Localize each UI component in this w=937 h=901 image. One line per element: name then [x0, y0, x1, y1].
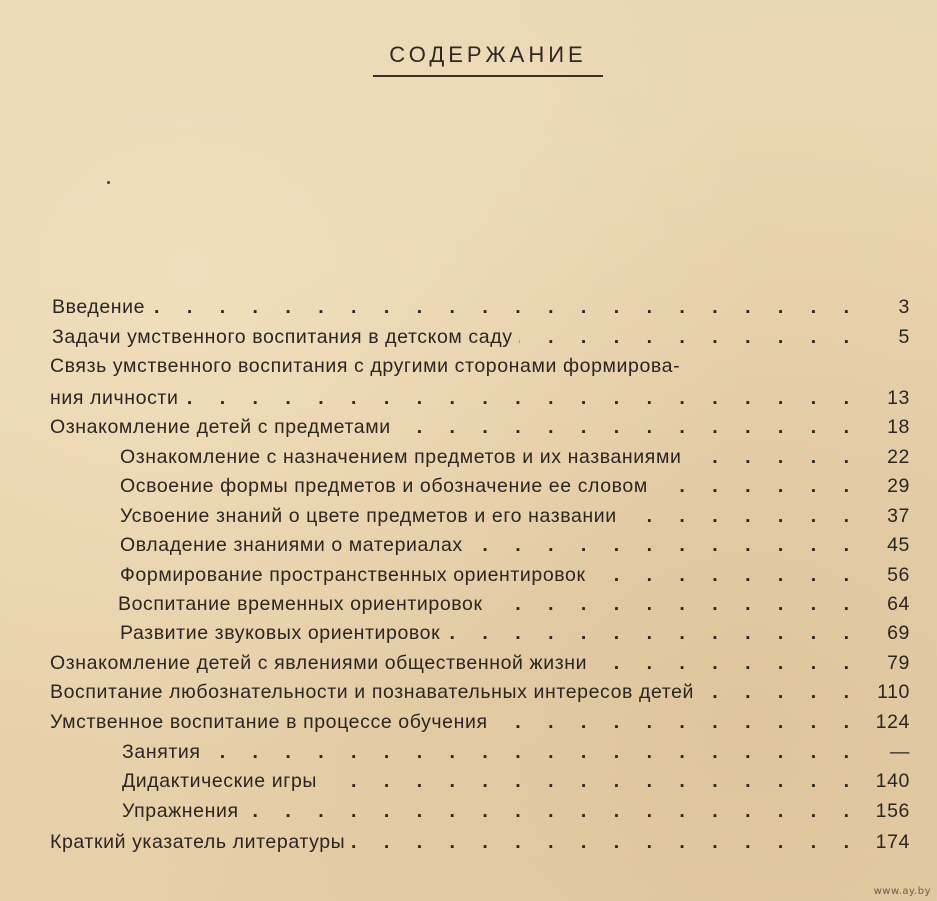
- dot-leader: [446, 621, 860, 645]
- dot-leader: [700, 680, 860, 704]
- toc-entry-page: 13: [887, 387, 910, 409]
- toc-entry-page: 37: [887, 505, 910, 527]
- toc-entry-page: 5: [898, 326, 910, 348]
- dot-leader: [397, 415, 860, 439]
- toc-entry-label: Формирование пространственных ориентировок: [120, 564, 586, 586]
- toc-entry-label: Дидактические игры: [122, 770, 318, 792]
- toc-subentry-exercises: [122, 795, 910, 823]
- toc-entry-page: 29: [887, 475, 910, 497]
- toc-entry-page: 110: [877, 681, 910, 703]
- toc-subentry-purpose: [120, 441, 910, 469]
- dot-leader: [351, 830, 860, 854]
- toc-subentry-spatial: [120, 559, 910, 587]
- toc-subentry-sound: [120, 617, 910, 645]
- dot-leader: [245, 799, 860, 823]
- toc-entry-page: 69: [887, 622, 910, 644]
- toc-entry-social-life: [50, 647, 910, 675]
- dot-leader: [623, 504, 860, 528]
- toc-subentry-lessons: [122, 736, 910, 764]
- toc-subentry-color: [120, 500, 910, 528]
- toc-subentry-games: [122, 765, 910, 793]
- toc-entry-introduction: [52, 291, 910, 319]
- toc-entry-label: Усвоение знаний о цвете предметов и его названии: [120, 505, 617, 527]
- toc-entry-page: 45: [887, 534, 910, 556]
- toc-entry-label: Ознакомление с назначением предметов и их названиями: [120, 446, 682, 468]
- toc-entry-label: Ознакомление детей с явлениями общественной жизни: [50, 652, 588, 674]
- toc-entry-connection-line2: [50, 382, 910, 410]
- toc-entry-label: Овладение знаниями о материалах: [120, 534, 463, 556]
- dot-leader: [592, 563, 860, 587]
- dot-leader: [593, 651, 860, 675]
- toc-entry-tasks: [52, 321, 910, 349]
- toc-entry-page: 64: [887, 593, 910, 615]
- page-title: СОДЕРЖАНИЕ: [389, 42, 587, 67]
- toc-entry-label: Воспитание любознательности и познавательных интересов детей: [50, 681, 695, 703]
- toc-entry-page: —: [889, 741, 910, 763]
- toc-entry-label: Умственное воспитание в процессе обучения: [50, 711, 488, 733]
- dot-leader: [494, 710, 860, 734]
- toc-entry-page: 156: [875, 800, 910, 822]
- toc-entry-label: Задачи умственного воспитания в детском саду: [52, 326, 513, 348]
- dot-leader: [184, 386, 860, 410]
- dot-leader: [654, 474, 860, 498]
- toc-entry-connection-line1: Связь умственного воспитания с другими сторонами формирова-: [50, 355, 681, 377]
- dot-leader: [687, 445, 860, 469]
- toc-entry-label: Воспитание временных ориентировок: [118, 593, 483, 615]
- dot-leader: [323, 769, 860, 793]
- dot-leader: [469, 533, 860, 557]
- toc-subentry-temporal: [118, 588, 910, 616]
- dot-leader: [519, 325, 860, 349]
- dot-leader: [207, 740, 860, 764]
- toc-entry-label: Занятия: [122, 741, 201, 763]
- toc-entry-objects: [50, 411, 910, 439]
- toc-entry-page: 124: [875, 711, 910, 733]
- watermark: www.ay.by: [873, 886, 931, 897]
- toc-entry-label: Развитие звуковых ориентировок: [120, 622, 441, 644]
- toc-entry-label: Упражнения: [122, 800, 239, 822]
- toc-entry-page: 3: [898, 296, 910, 318]
- toc-entry-label: Ознакомление детей с предметами: [50, 416, 391, 438]
- toc-subentry-form: [120, 470, 910, 498]
- toc-entry-page: 174: [875, 831, 910, 853]
- toc-entry-label: Введение: [52, 296, 146, 318]
- toc-subentry-materials: [120, 529, 910, 557]
- toc-entry-bibliography: [50, 826, 910, 854]
- toc-entry-page: 79: [887, 652, 910, 674]
- toc-entry-page: 22: [887, 446, 910, 468]
- dot-leader: [151, 295, 860, 319]
- toc-entry-curiosity: [50, 676, 910, 704]
- toc-entry-label: Освоение формы предметов и обозначение ее словом: [120, 475, 648, 497]
- toc-entry-label: ния личности: [50, 387, 179, 409]
- toc-entry-page: 140: [875, 770, 910, 792]
- toc-entry-learning: [50, 706, 910, 734]
- toc-entry-label: Краткий указатель литературы: [50, 831, 346, 853]
- toc-entry-page: 18: [887, 416, 910, 438]
- toc-entry-page: 56: [887, 564, 910, 586]
- dot-leader: [489, 592, 860, 616]
